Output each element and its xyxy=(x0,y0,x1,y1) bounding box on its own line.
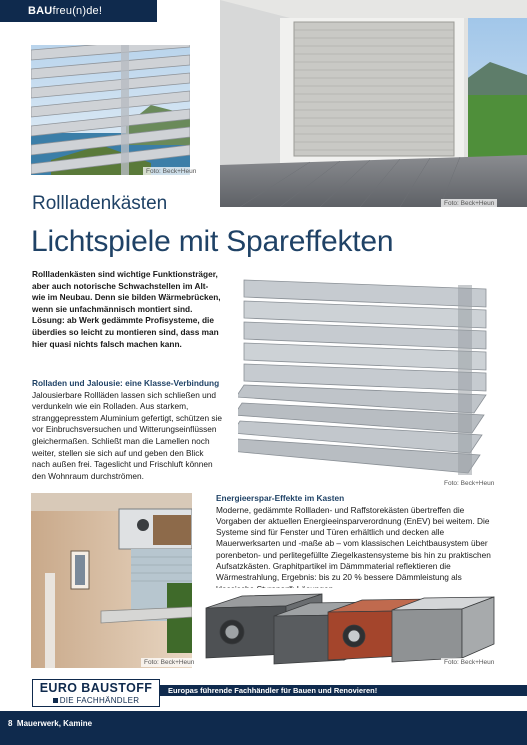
section-heading: Rolladen und Jalousie: eine Klasse-Verbindung xyxy=(32,378,220,388)
footer-brand-main: EURO BAUSTOFF xyxy=(39,681,153,695)
footer-brand-sub-row xyxy=(33,696,159,706)
article-lead: Rollladenkästen sind wichtige Funktionsträger, aber auch notorische Schwachstellen im Alt- wie im Neubau. Denn sie bilden Wärmebrücken, wenn sie unfachmännisch montiert sind. Lösung: ab Werk gedämmte Profisysteme, die überdies so leicht zu montieren sind, dass man hier quasi nichts falsch machen kann. xyxy=(32,269,221,349)
section-body: Jalousierbare Rollläden lassen sich schließen und verdunkeln wie ein Rolladen. Aus starkem, stranggepresstem Aluminium gefertigt, schützen sie vor Einbruchsversuchen und Witterungseinflüssen gleichermaßen. Schließt man die Lamellen noch weiter, stellen sie sich auf und geben den Blick nach außen frei. Tageslicht und Frischluft können den Wohnraum durchströmen. xyxy=(32,389,222,481)
masthead-brand-rest: freu(n)de! xyxy=(52,5,103,17)
footer-brand-logo xyxy=(32,679,160,707)
footer-page-line xyxy=(8,719,92,728)
photo-credit: Foto: Beck+Heun xyxy=(441,479,497,488)
masthead-brand-bold: BAU xyxy=(28,5,53,17)
photo-credit: Foto: Beck+Heun xyxy=(141,658,197,667)
article-kicker: Rollladenkästen xyxy=(32,193,168,214)
photo-jalousie-slats xyxy=(238,275,500,485)
footer-slogan-bar xyxy=(160,685,527,696)
footer-bottom-bar xyxy=(0,711,527,745)
photo-credit: Foto: Beck+Heun xyxy=(143,167,199,176)
page-section: Mauerwerk, Kamine xyxy=(16,719,93,728)
footer-slogan: Europas führende Fachhändler für Bauen und Renovieren! xyxy=(168,686,378,695)
photo-credit: Foto: Beck+Heun xyxy=(441,658,497,667)
footer-brand-sub: DIE FACHHÄNDLER xyxy=(59,696,140,705)
page-number: 8 xyxy=(8,719,13,728)
article-headline: Lichtspiele mit Spareffekten xyxy=(31,225,394,258)
photo-slats-closeup xyxy=(31,45,190,175)
section-heading: Energieerspar-Effekte im Kasten xyxy=(216,493,345,503)
section-body: Moderne, gedämmte Rollladen- und Raffstorekästen übertreffen die Vorgaben der aktuellen Energieeinsparverordnung (EnEV) bei weitem. Die Systeme sind für Fenster und Türen erhältlich und decken alle Mauerwerksarten und -maße ab – vom klassischen Leichtbausystem über porenbeton- und perlitegefüllte Ziegelkastensysteme bis hin zu praktischen Aufsatzkästen. Graphitpartikel im Dämmmaterial reflektieren die Wärmestrahlung, Ergebnis: bis zu 20 % bessere Dämmleistung als xyxy=(216,504,491,583)
masthead-logo xyxy=(0,0,157,22)
section-rolladen-jalousie xyxy=(32,378,222,482)
square-icon xyxy=(53,698,58,703)
photo-shutter-box-interior xyxy=(31,493,192,668)
photo-credit: Foto: Beck+Heun xyxy=(441,199,497,208)
section-energieerspar xyxy=(216,493,496,595)
photo-terrace-shutter xyxy=(220,0,527,207)
